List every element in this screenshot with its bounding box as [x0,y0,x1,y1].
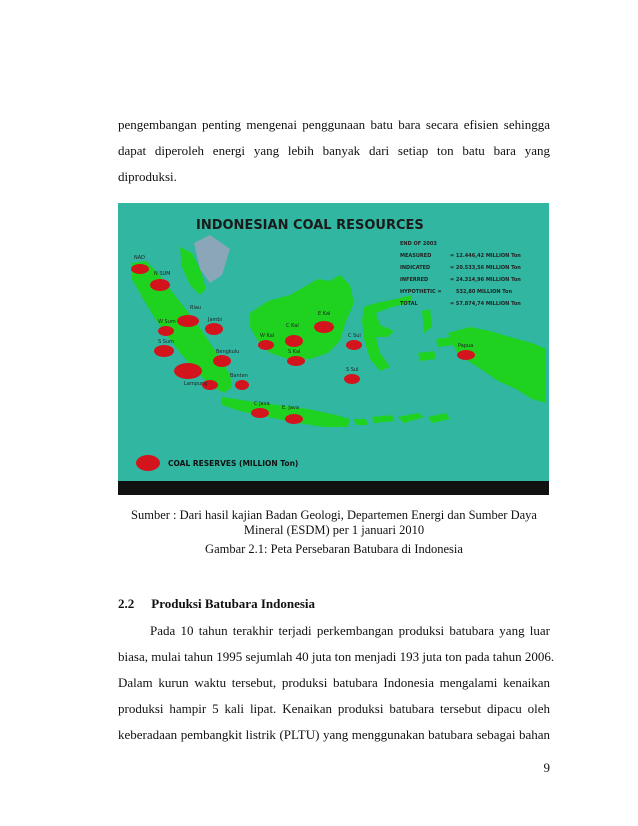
reserve-marker [285,335,303,347]
stats-value: = 20.533,56 MILLION Ton [450,265,521,271]
region-label: E Kal [318,311,331,317]
text-line: keberadaan pembangkit listrik (PLTU) yang menggunakan batubara sebagai bahan [118,727,550,742]
region-label: Riau [190,305,202,311]
reserve-marker [177,315,199,327]
text-line: pengembangan penting mengenai penggunaan batu bara secara efisien sehingga [118,117,550,132]
stats-value: 532,80 MILLION Ton [456,289,513,295]
reserve-marker [457,350,475,360]
region-label: Lampung [184,381,208,387]
reserve-marker [205,323,223,335]
coal-map-figure [118,203,549,495]
region-label: S Sum [158,339,174,345]
source-line: Mineral (ESDM) per 1 januari 2010 [243,523,425,537]
stats-label: MEASURED [400,253,432,259]
figure-source [118,508,550,538]
source-line: Sumber : Dari hasil kajian Badan Geologi, Departemen Energi dan Sumber Daya [131,508,537,522]
reserve-marker [131,264,149,274]
stats-value: = 12.446,42 MILLION Ton [450,253,521,259]
reserve-marker [150,279,170,291]
paragraph-intro [118,112,550,190]
text-line: Dalam kurun waktu tersebut, produksi batubara Indonesia mengalami kenaikan [118,675,550,690]
text-line: produksi hampir 5 kali lipat. Kenaikan produksi batubara tersebut dipacu oleh [118,701,550,716]
reserve-marker [174,363,202,379]
reserve-marker [154,345,174,357]
coal-map-svg [118,203,549,495]
stats-heading: END OF 2003 [400,241,437,247]
region-label: C Kal [286,323,299,329]
legend-marker [136,455,160,471]
region-label: S Sul [346,367,359,373]
stats-value: = 57.874,74 MILLION Ton [450,301,521,307]
region-label: Jambi [208,317,222,323]
stats-label: HYPOTHETIC = [400,289,442,295]
section-title: Produksi Batubara Indonesia [151,596,316,611]
reserve-marker [344,374,360,384]
reserve-marker [258,340,274,350]
region-label: W Kal [260,333,275,339]
paragraph-production [118,618,555,748]
stats-label: TOTAL [400,301,418,307]
reserve-marker [285,414,303,424]
reserve-marker [213,355,231,367]
region-label: S Kal [288,349,301,355]
map-title: INDONESIAN COAL RESOURCES [196,218,424,233]
reserve-marker [314,321,334,333]
region-label: Banten [230,373,248,379]
stats-label: INFERRED [400,277,429,283]
region-label: W Sum [158,319,176,325]
legend-label: COAL RESERVES (MILLION Ton) [168,459,299,468]
region-label: C Java [254,401,270,407]
section-heading [118,596,315,612]
bottom-strip [118,481,549,495]
text-line: Pada 10 tahun terakhir terjadi perkembangan produksi batubara yang luar [150,623,550,638]
region-label: C Sul [348,333,361,339]
reserve-marker [235,380,249,390]
region-label: N SUM [154,271,171,277]
reserve-marker [346,340,362,350]
region-label: E. Java [282,405,299,411]
region-label: NAD [134,255,146,261]
stats-value: = 24.314,96 MILLION Ton [450,277,521,283]
region-label: Bengkulu [216,349,240,355]
text-line: diproduksi. [118,169,177,184]
region-label: Papua [458,343,474,349]
reserve-marker [158,326,174,336]
reserve-marker [287,356,305,366]
page-number: 9 [543,760,550,775]
text-line: biasa, mulai tahun 1995 sejumlah 40 juta ton menjadi 193 juta ton pada tahun 2006. [118,649,555,664]
text-line: dapat diperoleh energi yang lebih banyak dari setiap ton batu bara yang [118,143,550,158]
section-number: 2.2 [118,596,135,611]
stats-label: INDICATED [400,265,431,271]
figure-caption: Gambar 2.1: Peta Persebaran Batubara di Indonesia [205,542,463,556]
reserve-marker [251,408,269,418]
